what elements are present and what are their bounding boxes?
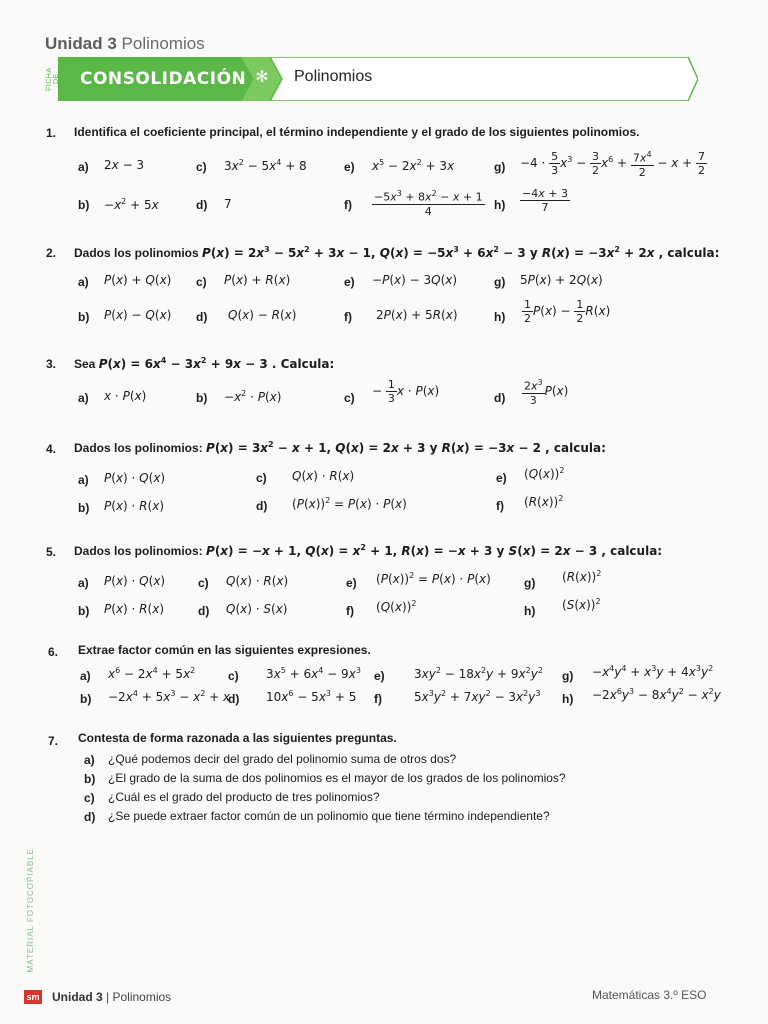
- q5-label-e: e): [346, 576, 357, 590]
- q2-label-b: b): [78, 310, 90, 324]
- q1-label-d: d): [196, 198, 208, 212]
- q1-expr-a: 2x − 3: [104, 158, 145, 172]
- q5-text: Dados los polinomios: P(x) = −x + 1, $Q(x) = x^2 + 1$, R(x) = −x + 3 y S(x) = 2x − 3 , calcula:: [74, 543, 663, 558]
- q6-text: Extrae factor común en las siguientes expresiones.: [78, 643, 371, 657]
- q4-label-f: f): [496, 499, 504, 513]
- q2-expr-d: Q(x) − R(x): [228, 308, 297, 322]
- q7-label-b: b): [84, 772, 96, 786]
- q6-expr-b: $-2x^4 + 5x^3 - x^2 + x$: [108, 689, 231, 704]
- q7-text: Contesta de forma razonada a las siguientes preguntas.: [78, 731, 397, 745]
- q6-expr-h: $-2x^6y^3 - 8x^4y^2 - x^2y$: [592, 687, 721, 702]
- q2-expr-a: P(x) + Q(x): [104, 273, 172, 287]
- footer-unit: Unidad 3 | Polinomios: [52, 990, 172, 1004]
- q5-label-g: g): [524, 576, 536, 590]
- q6-expr-a: $x^6 - 2x^4 + 5x^2$: [108, 666, 196, 681]
- q3-label-a: a): [78, 391, 89, 405]
- q6-label-f: f): [374, 692, 382, 706]
- q6-label-g: g): [562, 669, 574, 683]
- q4-label-e: e): [496, 471, 507, 485]
- q4-expr-f: $(R(x))^2$: [524, 494, 564, 509]
- q1-expr-f: $\frac{-5x^3 + 8x^2 - x + 1}{4}$: [374, 189, 483, 218]
- q5-expr-d: Q(x) · S(x): [226, 602, 288, 616]
- q4-label-b: b): [78, 501, 90, 515]
- q5-label-a: a): [78, 576, 89, 590]
- q2-expr-b: P(x) − Q(x): [104, 308, 172, 322]
- q2-label-h: h): [494, 310, 506, 324]
- q2-label-a: a): [78, 275, 89, 289]
- q1-label-h: h): [494, 198, 506, 212]
- q5-expr-f: $(Q(x))^2$: [376, 599, 417, 614]
- q2-expr-f: 2P(x) + 5R(x): [376, 308, 458, 322]
- q4-expr-b: P(x) · R(x): [104, 499, 164, 513]
- unit-heading: Unidad 3 Polinomios: [45, 34, 205, 53]
- q3-text: Sea $P(x) = 6x^4 - 3x^2 + 9x - 3$ . Calcula:: [74, 356, 335, 371]
- q6-number: 6.: [48, 645, 59, 659]
- q4-expr-a: P(x) · Q(x): [104, 471, 166, 485]
- q2-number: 2.: [46, 246, 57, 260]
- q5-label-c: c): [198, 576, 209, 590]
- banner-label: CONSOLIDACIÓN: [80, 69, 247, 89]
- q1-number: 1.: [46, 126, 57, 140]
- q3-number: 3.: [46, 357, 57, 371]
- q1-expr-h: $\frac{-4x + 3}{7}$: [522, 187, 568, 214]
- q7-item-c: ¿Cuál es el grado del producto de tres polinomios?: [108, 790, 380, 804]
- q1-expr-e: $x^5 - 2x^2 + 3x$: [372, 158, 455, 173]
- q2-expr-e: −P(x) − 3Q(x): [372, 273, 458, 287]
- q3-label-c: c): [344, 391, 355, 405]
- q5-expr-e: $(P(x))^2 = P(x) \cdot P(x)$: [376, 571, 491, 586]
- q1-label-f: f): [344, 198, 352, 212]
- q7-label-d: d): [84, 810, 96, 824]
- side-note: MATERIAL FOTOCOPIABLE: [26, 848, 35, 973]
- q6-expr-g: $-x^4y^4 + x^3y + 4x^3y^2$: [592, 664, 714, 679]
- q5-label-d: d): [198, 604, 210, 618]
- q7-item-b: ¿El grado de la suma de dos polinomios es el mayor de los grados de los polinomios?: [108, 771, 566, 785]
- q5-number: 5.: [46, 545, 57, 559]
- q7-label-a: a): [84, 753, 95, 767]
- q2-label-g: g): [494, 275, 506, 289]
- gear-icon: ✻: [255, 69, 269, 86]
- q5-label-h: h): [524, 604, 536, 618]
- q7-item-d: ¿Se puede extraer factor común de un polinomio que tiene término independiente?: [108, 809, 550, 823]
- q6-label-a: a): [80, 669, 91, 683]
- banner-title: Polinomios: [294, 68, 373, 85]
- q6-label-d: d): [228, 692, 240, 706]
- q4-expr-d: $(P(x))^2 = P(x) \cdot P(x)$: [292, 496, 407, 511]
- q2-label-d: d): [196, 310, 208, 324]
- publisher-logo: sm: [24, 990, 42, 1004]
- footer-subject: Matemáticas 3.º ESO: [592, 988, 707, 1002]
- q5-expr-c: Q(x) · R(x): [226, 574, 289, 588]
- q4-label-a: a): [78, 473, 89, 487]
- q6-label-c: c): [228, 669, 239, 683]
- q2-label-e: e): [344, 275, 355, 289]
- q4-number: 4.: [46, 442, 57, 456]
- q1-expr-d: 7: [224, 197, 232, 211]
- q3-label-b: b): [196, 391, 208, 405]
- q2-expr-c: P(x) + R(x): [224, 273, 291, 287]
- q1-label-g: g): [494, 160, 506, 174]
- q6-expr-d: $10x^6 - 5x^3 + 5$: [266, 689, 357, 704]
- q2-expr-g: 5P(x) + 2Q(x): [520, 273, 603, 287]
- q3-expr-d: $\frac{2x^3}{3}$ P(x): [524, 378, 569, 407]
- q2-label-f: f): [344, 310, 352, 324]
- q1-expr-c: $3x^2 - 5x^4 + 8$: [224, 158, 307, 173]
- q3-expr-b: $-x^2 \cdot P(x)$: [224, 389, 282, 404]
- q6-label-b: b): [80, 692, 92, 706]
- q5-label-b: b): [78, 604, 90, 618]
- q1-label-a: a): [78, 160, 89, 174]
- q1-label-b: b): [78, 198, 90, 212]
- q7-number: 7.: [48, 734, 59, 748]
- q3-expr-a: x · P(x): [104, 389, 147, 403]
- q4-label-d: d): [256, 499, 268, 513]
- q6-expr-f: $5x^3y^2 + 7xy^2 - 3x^2y^3$: [414, 689, 541, 704]
- q5-expr-h: $(S(x))^2$: [562, 597, 601, 612]
- q5-label-f: f): [346, 604, 354, 618]
- q4-expr-e: $(Q(x))^2$: [524, 466, 565, 481]
- q4-expr-c: Q(x) · R(x): [292, 469, 355, 483]
- q1-label-c: c): [196, 160, 207, 174]
- q7-item-a: ¿Qué podemos decir del grado del polinomio suma de otros dos?: [108, 752, 457, 766]
- q5-expr-a: P(x) · Q(x): [104, 574, 166, 588]
- q2-label-c: c): [196, 275, 207, 289]
- q3-expr-c: − $\frac{1}{3}$ x · P(x): [372, 378, 440, 405]
- banner-side-text: FICHA DE: [46, 67, 60, 91]
- q7-label-c: c): [84, 791, 95, 805]
- q1-expr-g: −4 · $\frac{5}{3}$ $x^3$ − $\frac{3}{2}$ $x^6$ + $\frac{7x^4}{2}$ − x + $\frac{7}{2}$: [520, 149, 706, 179]
- q6-expr-e: $3xy^2 - 18x^2y + 9x^2y^2$: [414, 666, 543, 681]
- q6-label-h: h): [562, 692, 574, 706]
- q3-label-d: d): [494, 391, 506, 405]
- q1-expr-b: $-x^2 + 5x$: [104, 197, 159, 212]
- q5-expr-g: $(R(x))^2$: [562, 569, 602, 584]
- q5-expr-b: P(x) · R(x): [104, 602, 164, 616]
- q1-label-e: e): [344, 160, 355, 174]
- q2-expr-h: $\frac{1}{2}$ P(x) − $\frac{1}{2}$ R(x): [524, 298, 611, 325]
- q1-text: Identifica el coeficiente principal, el término independiente y el grado de los siguientes polinomios.: [74, 125, 640, 139]
- q4-text: Dados los polinomios: $P(x) = 3x^2 - x + 1$, Q(x) = 2x + 3 y R(x) = −3x − 2 , calcula:: [74, 440, 606, 455]
- q6-expr-c: $3x^5 + 6x^4 - 9x^3$: [266, 666, 361, 681]
- q6-label-e: e): [374, 669, 385, 683]
- q2-text: Dados los polinomios $P(x) = 2x^3 - 5x^2 + 3x - 1$, $Q(x) = -5x^3 + 6x^2 - 3$ y $R(x) = -3x^2 + 2x$ , calcula:: [74, 245, 720, 260]
- q4-label-c: c): [256, 471, 267, 485]
